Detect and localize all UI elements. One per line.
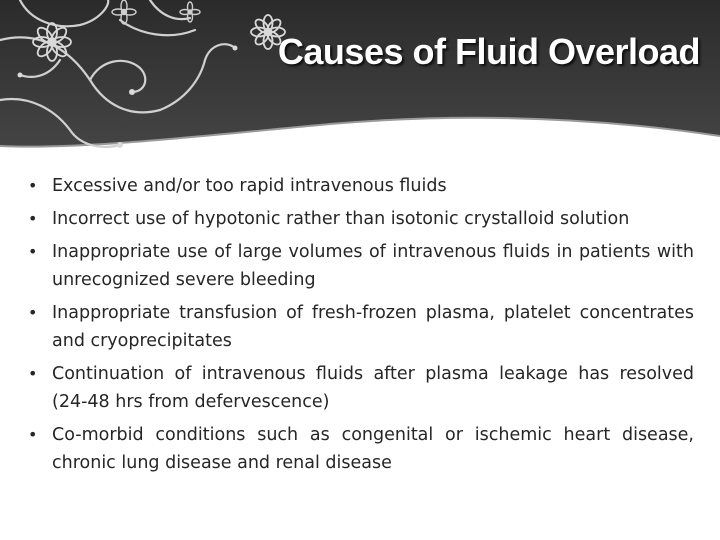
bullet-item	[28, 205, 694, 233]
bullet-text: Incorrect use of hypotonic rather than isotonic crystalloid solution	[52, 209, 630, 229]
bullet-icon: •	[28, 425, 38, 444]
bullet-text: Excessive and/or too rapid intravenous fluids	[52, 176, 447, 196]
bullet-icon: •	[28, 364, 38, 383]
slide-content	[28, 172, 694, 482]
slide-title: Causes of Fluid Overload	[277, 31, 700, 72]
bullet-icon: •	[28, 209, 38, 228]
bullet-icon: •	[28, 176, 38, 195]
bullet-text: Co-morbid conditions such as congenital or ischemic heart disease, chronic lung disease and renal disease	[52, 425, 694, 473]
bullet-item	[28, 421, 694, 477]
bullet-text: Continuation of intravenous fluids after plasma leakage has resolved (24-48 hrs from defervescence)	[52, 364, 694, 412]
bullet-text: Inappropriate use of large volumes of intravenous fluids in patients with unrecognized severe bleeding	[52, 242, 694, 290]
bullet-item	[28, 172, 694, 200]
bullet-icon: •	[28, 242, 38, 261]
floral-ornament	[0, 0, 320, 160]
bullet-item	[28, 360, 694, 416]
bullet-text: Inappropriate transfusion of fresh-frozen plasma, platelet concentrates and cryoprecipitates	[52, 303, 694, 351]
bullet-item	[28, 299, 694, 355]
bullet-list	[28, 172, 694, 477]
bullet-icon: •	[28, 303, 38, 322]
bullet-item	[28, 238, 694, 294]
